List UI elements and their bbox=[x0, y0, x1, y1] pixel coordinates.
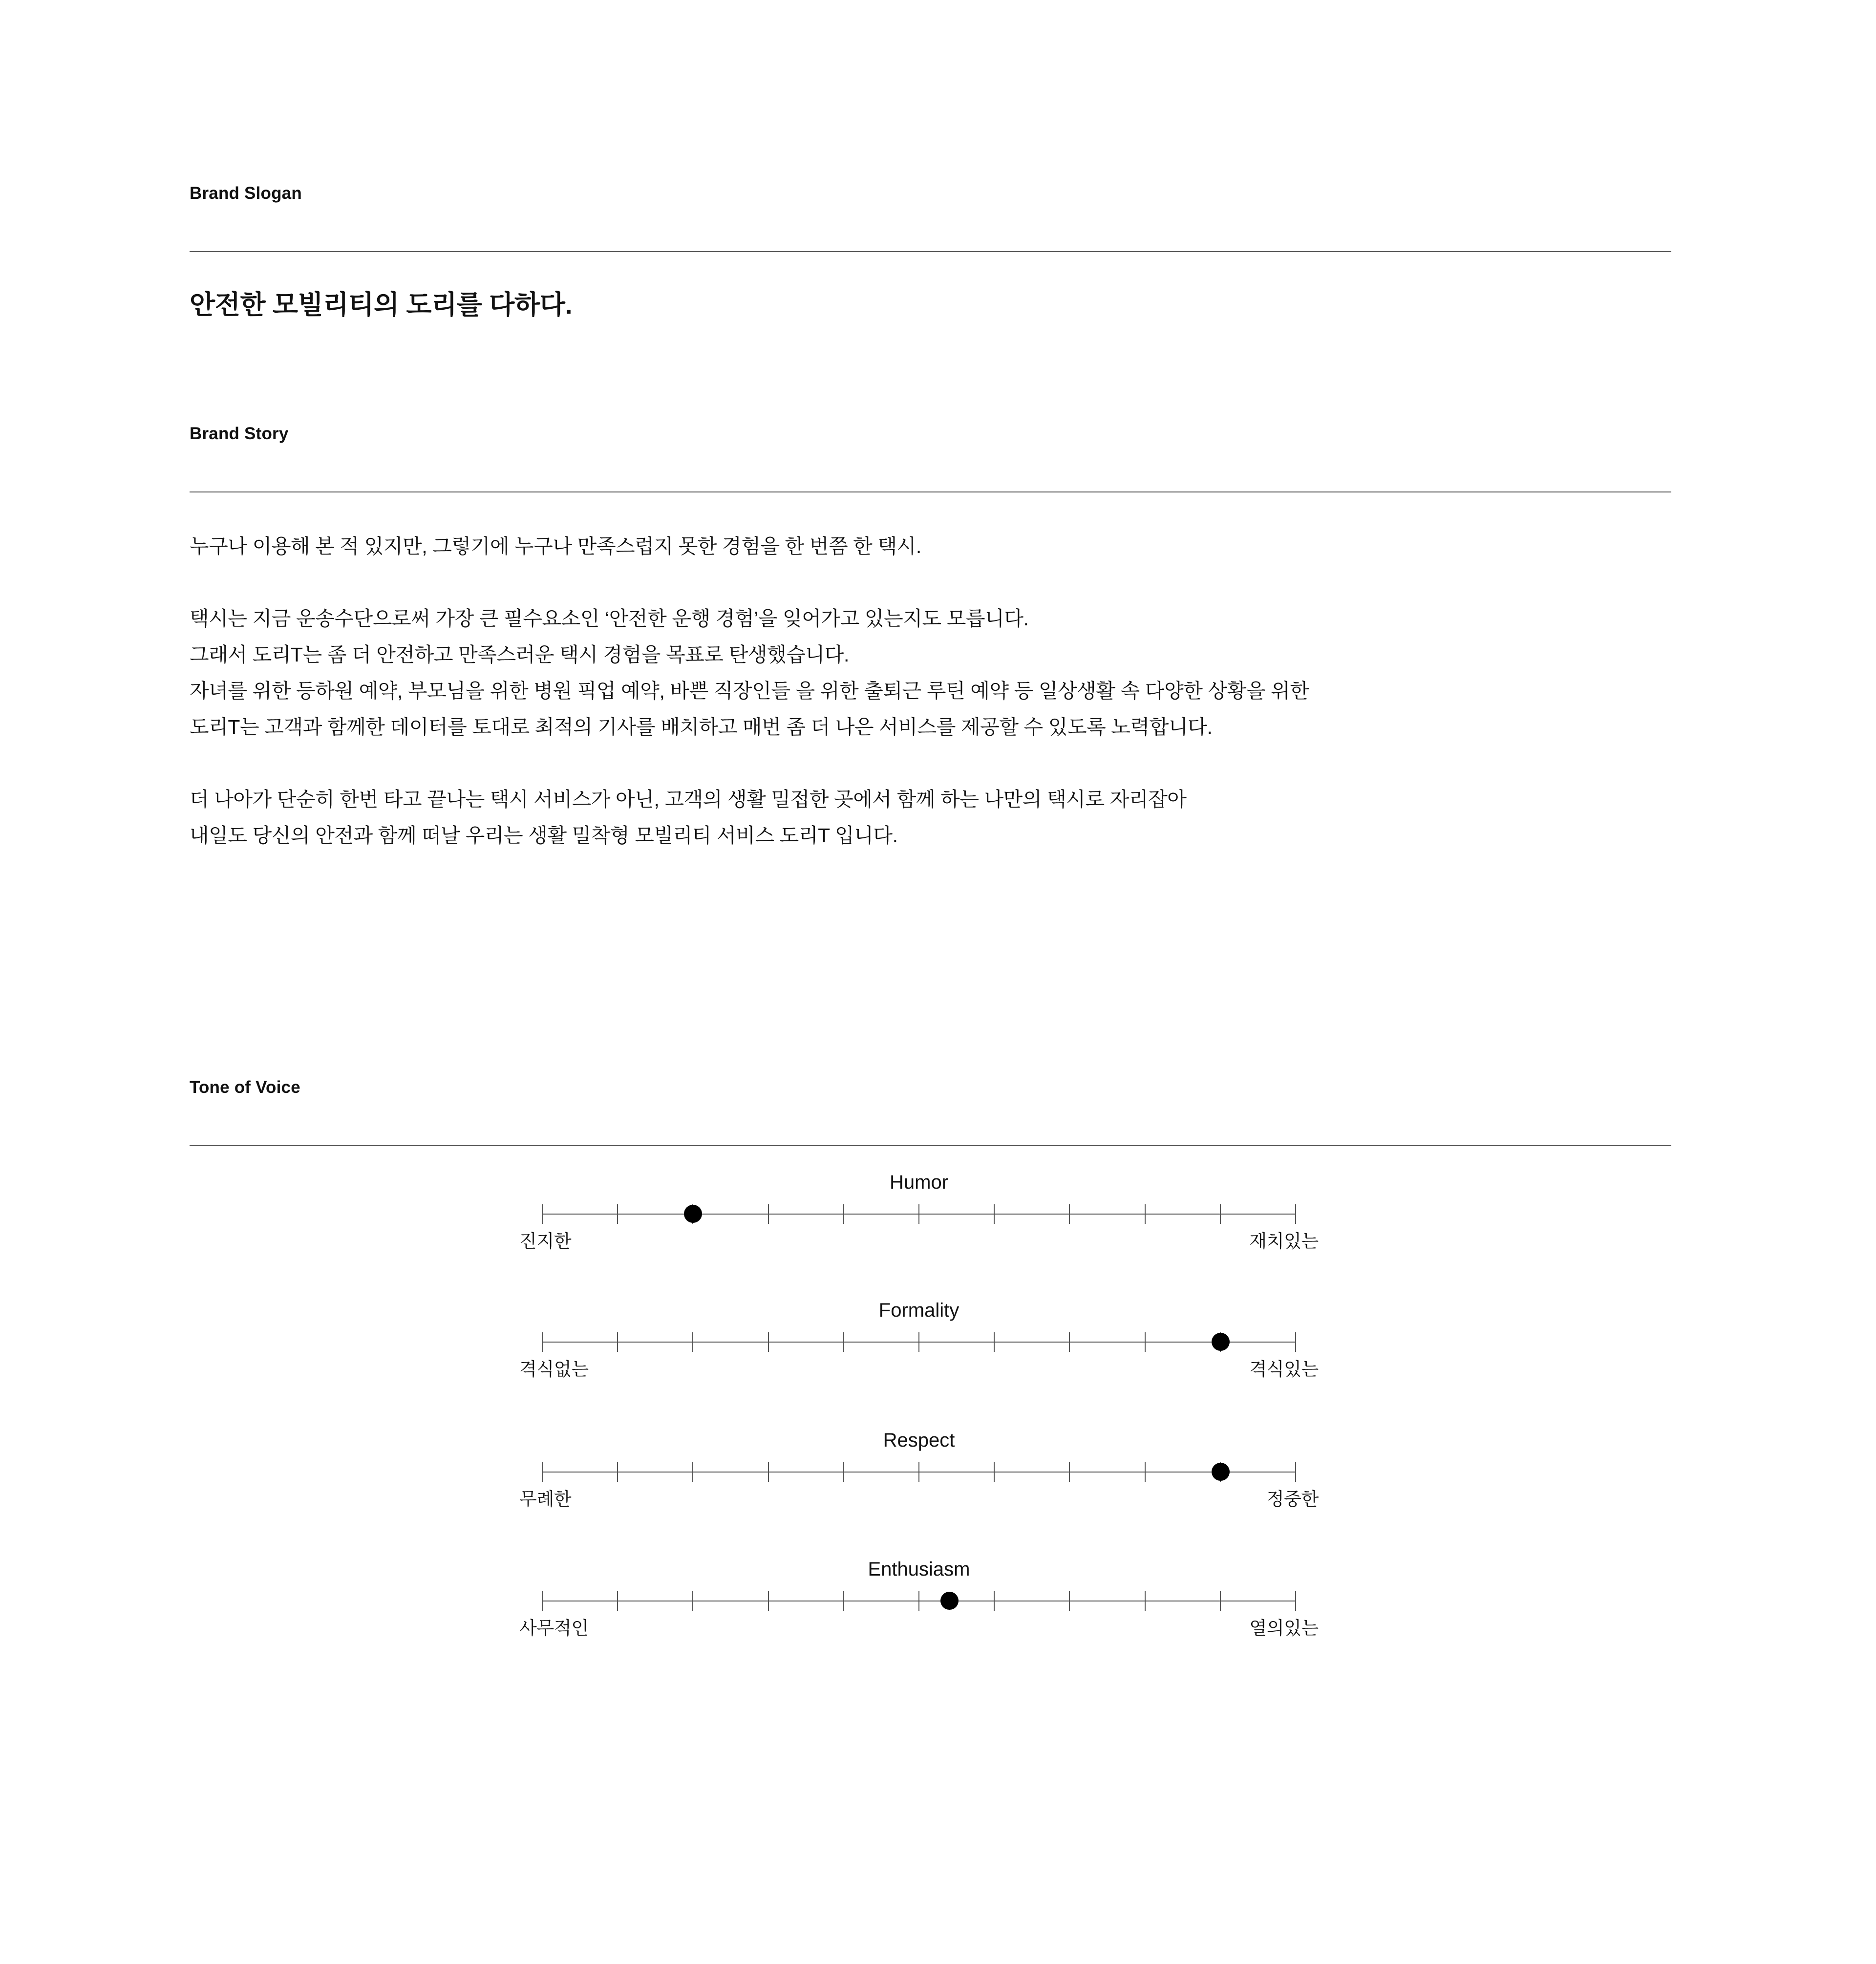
tone-slider-tick bbox=[918, 1591, 919, 1611]
tone-of-voice-divider bbox=[190, 1145, 1671, 1146]
tone-slider-tick bbox=[1295, 1591, 1296, 1611]
tone-slider-tick bbox=[1145, 1332, 1146, 1352]
tone-slider-label-right: 정중한 bbox=[1266, 1489, 1319, 1509]
tone-slider-tick bbox=[994, 1204, 995, 1224]
tone-slider-tick bbox=[1069, 1204, 1070, 1224]
tone-slider-handle[interactable] bbox=[940, 1592, 959, 1610]
tone-slider-title: Respect bbox=[883, 1430, 955, 1451]
tone-slider-tick bbox=[994, 1462, 995, 1482]
brand-story-heading: Brand Story bbox=[190, 424, 289, 443]
tone-slider-tick bbox=[542, 1204, 543, 1224]
tone-slider-tick bbox=[768, 1462, 769, 1482]
tone-slider-axis bbox=[542, 1214, 1296, 1215]
brand-slogan-section bbox=[190, 183, 1671, 323]
brand-story-paragraph bbox=[190, 528, 1671, 564]
tone-slider-tick bbox=[692, 1332, 693, 1352]
tone-slider-title: Formality bbox=[878, 1300, 959, 1321]
tone-slider-tick bbox=[1295, 1462, 1296, 1482]
tone-slider-axis bbox=[542, 1472, 1296, 1473]
brand-story-line: 자녀를 위한 등하원 예약, 부모님을 위한 병원 픽업 예약, 바쁜 직장인들 을 위한 출퇴근 루틴 예약 등 일상생활 속 다양한 상황을 위한 bbox=[190, 680, 1309, 702]
brand-story-line: 누구나 이용해 본 적 있지만, 그렇기에 누구나 만족스럽지 못한 경험을 한 번쯤 한 택시. bbox=[190, 535, 921, 557]
tone-of-voice-heading: Tone of Voice bbox=[190, 1078, 300, 1097]
tone-slider-label-left: 진지한 bbox=[519, 1231, 572, 1251]
tone-slider-label-right: 재치있는 bbox=[1249, 1231, 1319, 1251]
tone-slider-tick bbox=[1145, 1462, 1146, 1482]
tone-slider-tick bbox=[768, 1332, 769, 1352]
tone-slider-tick bbox=[617, 1591, 618, 1611]
tone-slider-tick bbox=[1145, 1204, 1146, 1224]
tone-slider-tick bbox=[843, 1591, 844, 1611]
tone-slider-tick bbox=[542, 1462, 543, 1482]
tone-slider-tick bbox=[1069, 1591, 1070, 1611]
brand-slogan-text: 안전한 모빌리티의 도리를 다하다. bbox=[190, 290, 573, 320]
tone-slider-tick bbox=[843, 1462, 844, 1482]
tone-slider-title: Humor bbox=[889, 1172, 949, 1193]
tone-slider-tick bbox=[1220, 1591, 1221, 1611]
brand-story-paragraph bbox=[190, 600, 1671, 745]
tone-slider-enthusiasm bbox=[519, 1558, 1319, 1682]
tone-slider-tick bbox=[692, 1591, 693, 1611]
tone-slider-handle[interactable] bbox=[1212, 1463, 1230, 1481]
tone-slider-tick bbox=[843, 1332, 844, 1352]
tone-slider-tick bbox=[1295, 1332, 1296, 1352]
tone-slider-label-left: 사무적인 bbox=[519, 1618, 589, 1638]
tone-slider-formality bbox=[519, 1300, 1319, 1423]
brand-story-body bbox=[190, 492, 1671, 854]
brand-story-line: 내일도 당신의 안전과 함께 떠날 우리는 생활 밀착형 모빌리티 서비스 도리T 입니다. bbox=[190, 824, 898, 847]
brand-story-section bbox=[190, 424, 1671, 854]
tone-slider-tick bbox=[843, 1204, 844, 1224]
tone-slider-tick bbox=[1220, 1204, 1221, 1224]
tone-slider-handle[interactable] bbox=[1212, 1333, 1230, 1351]
brand-story-paragraph bbox=[190, 781, 1671, 854]
tone-slider-tick bbox=[918, 1204, 919, 1224]
tone-slider-handle[interactable] bbox=[684, 1205, 702, 1223]
tone-slider-tick bbox=[1069, 1332, 1070, 1352]
tone-slider-tick bbox=[994, 1332, 995, 1352]
tone-slider-axis bbox=[542, 1342, 1296, 1343]
tone-slider-tick bbox=[617, 1462, 618, 1482]
tone-slider-humor bbox=[519, 1172, 1319, 1295]
tone-slider-tick bbox=[542, 1591, 543, 1611]
tone-slider-tick bbox=[918, 1462, 919, 1482]
tone-slider-tick bbox=[617, 1332, 618, 1352]
tone-slider-tick bbox=[617, 1204, 618, 1224]
tone-slider-tick bbox=[1145, 1591, 1146, 1611]
tone-slider-tick bbox=[1069, 1462, 1070, 1482]
tone-slider-label-right: 격식있는 bbox=[1249, 1359, 1319, 1379]
brand-story-line: 더 나아가 단순히 한번 타고 끝나는 택시 서비스가 아닌, 고객의 생활 밀접한 곳에서 함께 하는 나만의 택시로 자리잡아 bbox=[190, 788, 1187, 811]
tone-slider-tick bbox=[542, 1332, 543, 1352]
tone-slider-label-left: 무례한 bbox=[519, 1489, 572, 1509]
brand-story-line: 도리T는 고객과 함께한 데이터를 토대로 최적의 기사를 배치하고 매번 좀 더 나은 서비스를 제공할 수 있도록 노력합니다. bbox=[190, 716, 1213, 738]
tone-of-voice-section bbox=[190, 1077, 1671, 1666]
paragraph-spacer bbox=[190, 564, 1671, 600]
tone-slider-respect bbox=[519, 1430, 1319, 1553]
brand-slogan-heading: Brand Slogan bbox=[190, 184, 302, 203]
paragraph-spacer bbox=[190, 745, 1671, 781]
tone-of-voice-chart bbox=[190, 1173, 1671, 1666]
brand-story-line: 택시는 지금 운송수단으로써 가장 큰 필수요소인 ‘안전한 운행 경험’을 잊어가고 있는지도 모릅니다. bbox=[190, 607, 1029, 630]
tone-slider-title: Enthusiasm bbox=[868, 1558, 970, 1580]
tone-slider-label-left: 격식없는 bbox=[519, 1359, 589, 1379]
brand-story-line: 그래서 도리T는 좀 더 안전하고 만족스러운 택시 경험을 목표로 탄생했습니다. bbox=[190, 643, 849, 666]
tone-slider-tick bbox=[994, 1591, 995, 1611]
tone-slider-tick bbox=[768, 1204, 769, 1224]
tone-slider-tick bbox=[768, 1591, 769, 1611]
tone-slider-tick bbox=[918, 1332, 919, 1352]
tone-slider-tick bbox=[1295, 1204, 1296, 1224]
tone-slider-tick bbox=[692, 1462, 693, 1482]
tone-slider-label-right: 열의있는 bbox=[1249, 1618, 1319, 1638]
